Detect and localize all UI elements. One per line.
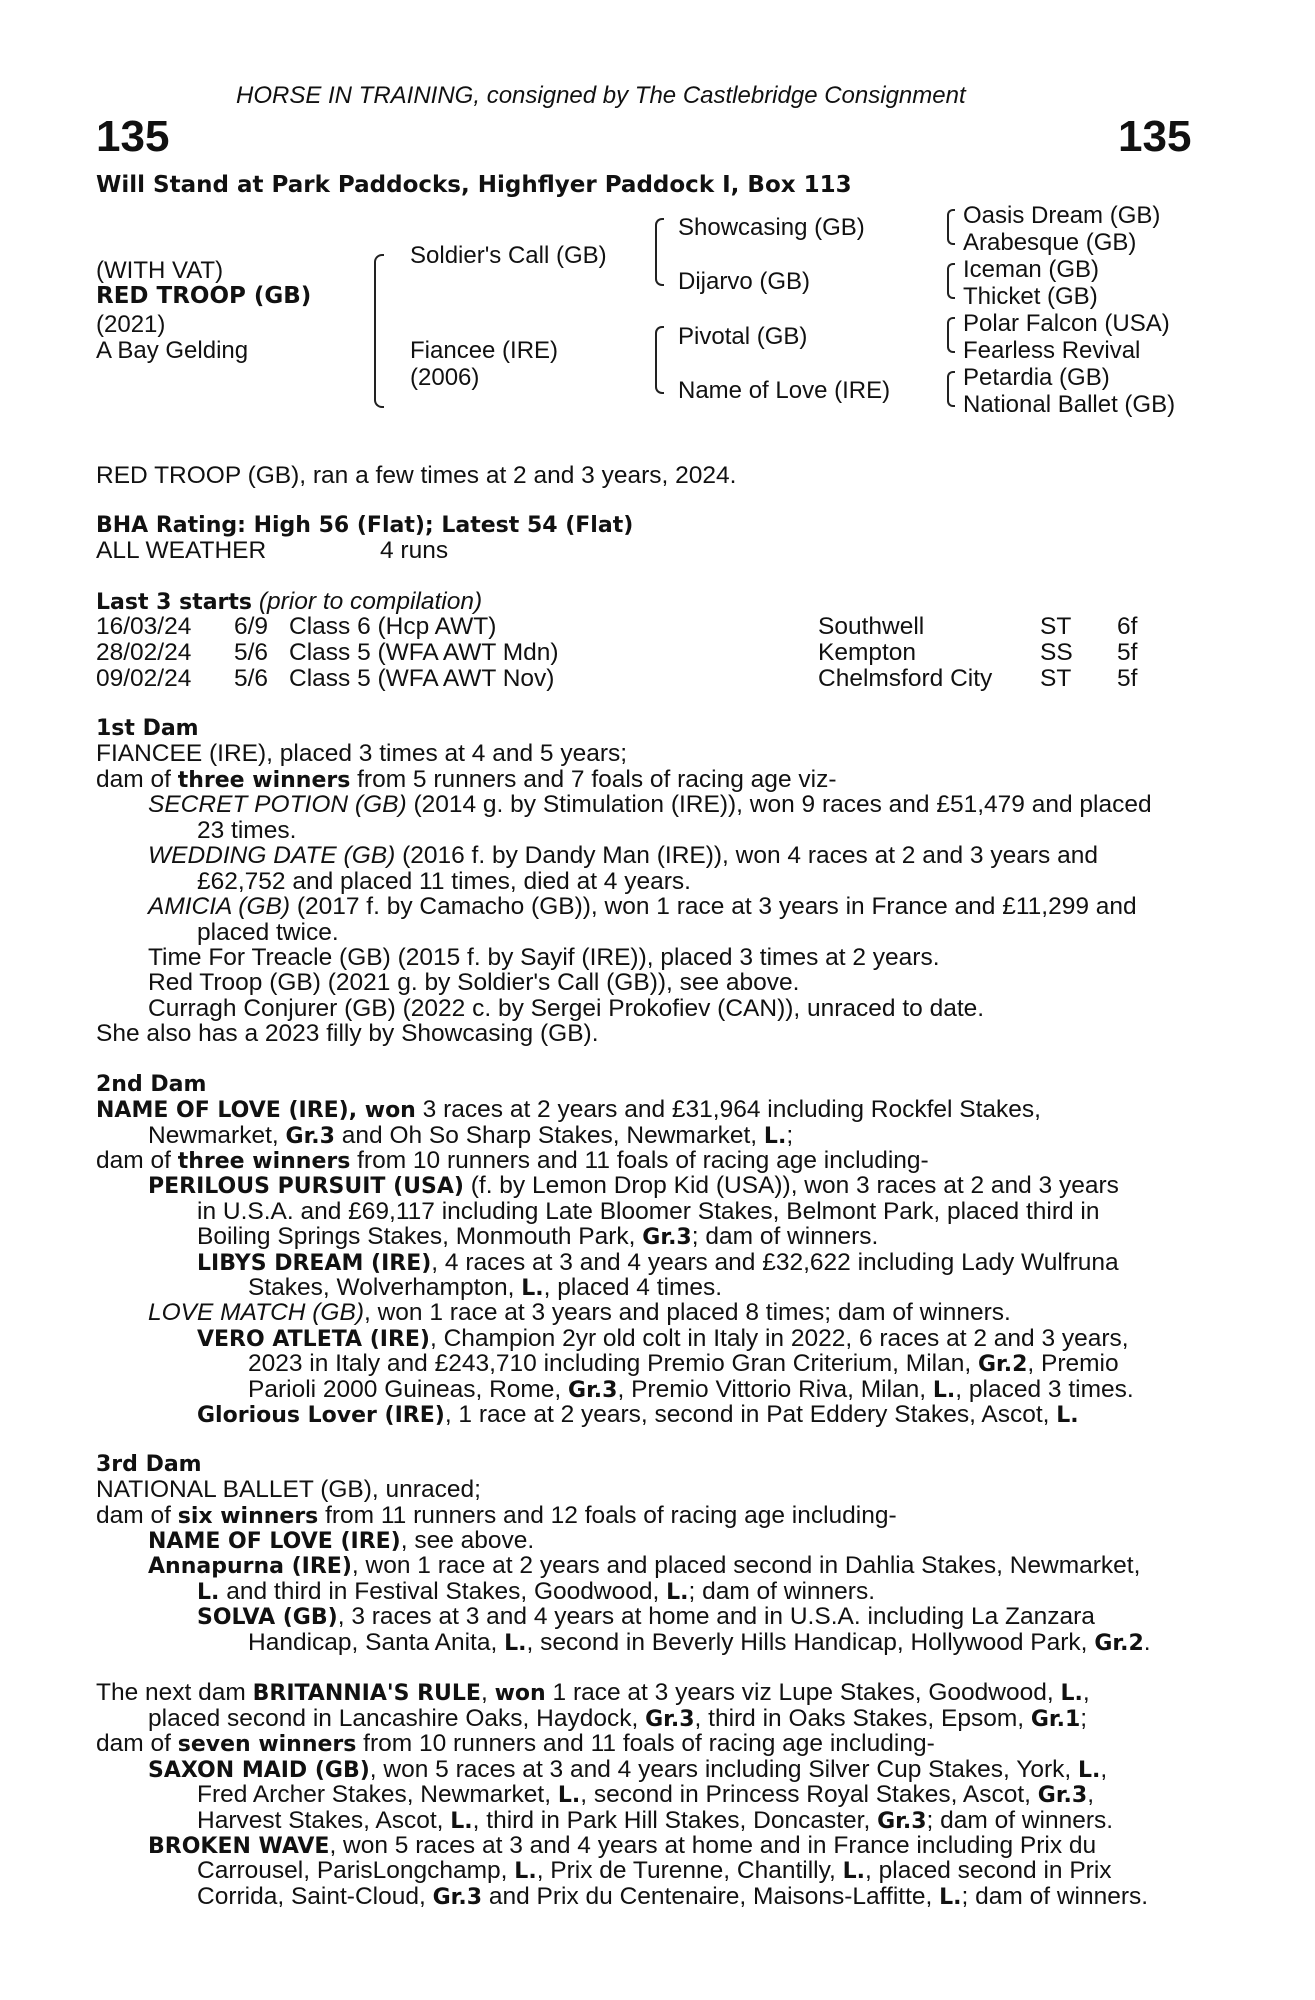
text-fragment: AMICIA (GB) — [148, 893, 291, 920]
produce-entry-cont — [197, 1224, 878, 1251]
text-fragment: , third in Oaks Stakes, Epsom, — [694, 1705, 1031, 1732]
produce-entry-cont: placed twice. — [197, 919, 339, 946]
start-race: Class 6 (Hcp AWT) — [289, 613, 497, 640]
produce-entry-cont — [248, 1377, 1134, 1404]
horse-year: (2021) — [96, 311, 166, 338]
text-fragment: , won 1 race at 2 years and placed second in Dahlia Stakes, Newmarket, — [351, 1552, 1141, 1579]
text-fragment: VERO ATLETA (IRE) — [197, 1327, 430, 1352]
text-fragment: placed second in Lancashire Oaks, Haydock, — [148, 1705, 646, 1732]
start-date: 28/02/24 — [96, 639, 192, 666]
text-fragment: The next dam — [96, 1679, 253, 1706]
text-fragment: six winners — [177, 1504, 319, 1529]
text-fragment: , placed second in Prix — [865, 1857, 1112, 1884]
race-summary: RED TROOP (GB), ran a few times at 2 and 3 years, 2024. — [96, 462, 737, 489]
text-fragment: , — [1087, 1781, 1095, 1808]
start-distance: 5f — [1117, 665, 1138, 692]
start-going: ST — [1040, 665, 1072, 692]
text-fragment: SOLVA (GB) — [197, 1605, 338, 1630]
next-dam-line — [96, 1680, 1203, 1707]
start-course: Chelmsford City — [818, 665, 993, 692]
produce-entry — [148, 1553, 1203, 1580]
text-fragment: L. — [932, 1378, 956, 1403]
text-fragment: 1 race at 3 years viz Lupe Stakes, Goodwood, — [545, 1679, 1061, 1706]
text-fragment: , won 5 races at 3 and 4 years at home and in France including Prix du — [329, 1832, 1097, 1859]
produce-entry-cont — [248, 1630, 1151, 1657]
horse-description: A Bay Gelding — [96, 337, 249, 364]
text-fragment: Corrida, Saint-Cloud, — [197, 1883, 433, 1910]
pedigree-brace — [374, 254, 384, 408]
ancestor-gen4: Fearless Revival — [963, 337, 1141, 364]
text-fragment: BRITANNIA'S RULE — [252, 1681, 481, 1706]
dam-year: (2006) — [410, 364, 480, 391]
produce-entry-cont — [248, 1351, 1203, 1378]
start-race: Class 5 (WFA AWT Mdn) — [289, 639, 559, 666]
start-distance: 6f — [1117, 613, 1138, 640]
text-fragment: LIBYS DREAM (IRE) — [197, 1251, 432, 1276]
produce-entry-cont — [197, 1579, 875, 1606]
text-fragment: from 5 runners and 7 foals of racing age viz- — [350, 766, 837, 793]
text-fragment: ; — [1080, 1705, 1088, 1732]
pedigree-brace — [947, 317, 955, 353]
dam2-produce-summary — [96, 1148, 929, 1175]
text-fragment: L. — [1077, 1758, 1101, 1783]
text-fragment: Gr.2 — [1094, 1631, 1144, 1656]
text-fragment: Gr.3 — [642, 1225, 692, 1250]
ancestor-gen4: National Ballet (GB) — [963, 391, 1176, 418]
text-fragment: Gr.1 — [1030, 1707, 1081, 1732]
produce-entry — [148, 1173, 1203, 1200]
text-fragment: dam of — [96, 1147, 178, 1174]
start-going: ST — [1040, 613, 1072, 640]
next-dam-line-cont — [148, 1706, 1087, 1733]
text-fragment: L. — [514, 1859, 537, 1884]
text-fragment: ; dam of winners. — [688, 1578, 876, 1605]
consignment-header: HORSE IN TRAINING, consigned by The Castlebridge Consignment — [236, 82, 966, 109]
text-fragment: Gr.3 — [645, 1707, 695, 1732]
start-position: 5/6 — [234, 665, 269, 692]
start-date: 16/03/24 — [96, 613, 192, 640]
produce-entry — [148, 792, 1203, 818]
text-fragment: (2017 f. by Camacho (GB)), won 1 race at 3 years in France and £11,299 and — [290, 893, 1137, 920]
dam3-heading: 3rd Dam — [96, 1452, 202, 1477]
text-fragment: dam of — [96, 766, 178, 793]
vat-note: (WITH VAT) — [96, 257, 224, 284]
text-fragment: Annapurna (IRE) — [148, 1554, 352, 1579]
text-fragment: L. — [666, 1580, 689, 1605]
text-fragment: Gr.3 — [568, 1378, 618, 1403]
produce-entry — [197, 1250, 1203, 1277]
text-fragment: L. — [197, 1580, 220, 1605]
produce-entry — [197, 1402, 1079, 1429]
stand-location: Will Stand at Park Paddocks, Highflyer Paddock I, Box 113 — [96, 172, 852, 198]
text-fragment: , see above. — [400, 1527, 535, 1554]
produce-entry — [148, 843, 1203, 869]
text-fragment: L. — [450, 1809, 473, 1834]
granddam-paternal: Dijarvo (GB) — [678, 268, 811, 295]
text-fragment: , placed 3 times. — [955, 1376, 1134, 1403]
ancestor-gen4: Polar Falcon (USA) — [963, 310, 1170, 337]
text-fragment: ; dam of winners. — [961, 1883, 1149, 1910]
text-fragment: from 10 runners and 11 foals of racing age including- — [350, 1147, 929, 1174]
text-fragment: ; dam of winners. — [691, 1223, 879, 1250]
text-fragment: Carrousel, ParisLongchamp, — [197, 1857, 515, 1884]
text-fragment: dam of — [96, 1502, 178, 1529]
text-fragment: NAME OF LOVE (IRE) — [148, 1529, 401, 1554]
text-fragment: , second in Beverly Hills Handicap, Hollywood Park, — [526, 1629, 1095, 1656]
bha-rating: BHA Rating: High 56 (Flat); Latest 54 (Flat) — [96, 513, 634, 538]
text-fragment: 2023 in Italy and £243,710 including Premio Gran Criterium, Milan, — [248, 1350, 978, 1377]
last-starts-heading — [96, 589, 482, 616]
text-fragment: L. — [1056, 1403, 1079, 1428]
grandsire-paternal: Showcasing (GB) — [678, 214, 865, 241]
text-fragment: SAXON MAID (GB) — [148, 1758, 370, 1783]
ancestor-gen4: Oasis Dream (GB) — [963, 202, 1161, 229]
text-fragment: PERILOUS PURSUIT (USA) — [148, 1174, 464, 1199]
text-fragment: , — [1082, 1679, 1090, 1706]
produce-entry — [148, 1300, 1011, 1326]
text-fragment: Harvest Stakes, Ascot, — [197, 1807, 451, 1834]
last-starts-title: Last 3 starts — [96, 590, 253, 615]
start-going: SS — [1040, 639, 1073, 666]
lot-number-right: 135 — [1118, 112, 1192, 161]
produce-entry — [148, 1757, 1203, 1784]
text-fragment: , Premio — [1027, 1350, 1119, 1377]
produce-entry — [148, 1528, 534, 1555]
text-fragment: 3 races at 2 years and £31,964 including Rockfel Stakes, — [415, 1096, 1041, 1123]
start-position: 6/9 — [234, 613, 269, 640]
text-fragment: Newmarket, — [148, 1122, 286, 1149]
text-fragment: Parioli 2000 Guineas, Rome, — [248, 1376, 569, 1403]
dam2-line-cont — [148, 1123, 793, 1150]
text-fragment: Glorious Lover (IRE) — [197, 1403, 445, 1428]
dam1-line: FIANCEE (IRE), placed 3 times at 4 and 5 years; — [96, 740, 628, 767]
text-fragment: three winners — [177, 1149, 351, 1174]
produce-entry-cont — [197, 1782, 1203, 1809]
text-fragment: L. — [504, 1631, 527, 1656]
text-fragment: , won 1 race at 3 years and placed 8 times; dam of winners. — [363, 1299, 1011, 1326]
dam2-line — [96, 1097, 1203, 1124]
text-fragment: WEDDING DATE (GB) — [148, 842, 396, 869]
text-fragment: , 4 races at 3 and 4 years and £32,622 including Lady Wulfruna — [431, 1249, 1119, 1276]
produce-entry-cont: in U.S.A. and £69,117 including Late Bloomer Stakes, Belmont Park, placed third in — [197, 1198, 1100, 1225]
text-fragment: L. — [842, 1859, 866, 1884]
surface-runs: 4 runs — [380, 537, 449, 564]
dam1-produce-summary — [96, 767, 836, 794]
produce-entry-cont — [248, 1275, 722, 1302]
start-distance: 5f — [1117, 639, 1138, 666]
text-fragment: and Prix du Centenaire, Maisons-Laffitte, — [482, 1883, 940, 1910]
text-fragment: , Premio Vittorio Riva, Milan, — [617, 1376, 933, 1403]
text-fragment: Fred Archer Stakes, Newmarket, — [197, 1781, 558, 1808]
produce-entry: Curragh Conjurer (GB) (2022 c. by Sergei Prokofiev (CAN)), unraced to date. — [148, 995, 985, 1022]
dam2-heading: 2nd Dam — [96, 1072, 207, 1097]
pedigree-brace — [947, 371, 955, 407]
ancestor-gen4: Thicket (GB) — [963, 283, 1098, 310]
text-fragment: from 10 runners and 11 foals of racing age including- — [356, 1730, 935, 1757]
dam-name: Fiancee (IRE) — [410, 337, 559, 364]
ancestor-gen4: Arabesque (GB) — [963, 229, 1137, 256]
text-fragment: ; — [786, 1122, 794, 1149]
text-fragment: (2014 g. by Stimulation (IRE)), won 9 races and £51,479 and placed — [406, 791, 1152, 818]
text-fragment: (f. by Lemon Drop Kid (USA)), won 3 races at 2 and 3 years — [463, 1172, 1119, 1199]
text-fragment: , Prix de Turenne, Chantilly, — [536, 1857, 843, 1884]
text-fragment: seven winners — [177, 1732, 357, 1757]
text-fragment: . — [1143, 1629, 1151, 1656]
ancestor-gen4: Petardia (GB) — [963, 364, 1110, 391]
text-fragment: , won 5 races at 3 and 4 years including Silver Cup Stakes, York, — [369, 1756, 1078, 1783]
start-course: Southwell — [818, 613, 925, 640]
text-fragment: L. — [557, 1783, 581, 1808]
text-fragment: (2016 f. by Dandy Man (IRE)), won 4 races at 2 and 3 years and — [395, 842, 1098, 869]
start-date: 09/02/24 — [96, 665, 192, 692]
pedigree-brace — [947, 263, 955, 299]
text-fragment: L. — [521, 1276, 544, 1301]
text-fragment: , — [1100, 1756, 1108, 1783]
produce-entry-cont: 23 times. — [197, 817, 297, 844]
text-fragment: Gr.3 — [432, 1885, 483, 1910]
produce-entry: Time For Treacle (GB) (2015 f. by Sayif (IRE)), placed 3 times at 2 years. — [148, 944, 940, 971]
text-fragment: , — [480, 1679, 495, 1706]
text-fragment: Handicap, Santa Anita, — [248, 1629, 505, 1656]
pedigree-brace — [947, 209, 955, 245]
text-fragment: three winners — [177, 768, 351, 793]
dam1-foal-note: She also has a 2023 filly by Showcasing (GB). — [96, 1020, 599, 1047]
produce-entry-cont — [197, 1808, 1113, 1835]
granddam-maternal: Name of Love (IRE) — [678, 377, 891, 404]
produce-entry — [148, 894, 1203, 920]
text-fragment: Gr.3 — [285, 1124, 335, 1149]
next-dam-produce-summary — [96, 1731, 935, 1758]
horse-name: RED TROOP (GB) — [96, 283, 312, 309]
grandsire-maternal: Pivotal (GB) — [678, 323, 808, 350]
produce-entry-cont — [197, 1884, 1148, 1911]
text-fragment: Boiling Springs Stakes, Monmouth Park, — [197, 1223, 643, 1250]
produce-entry: Red Troop (GB) (2021 g. by Soldier's Call (GB)), see above. — [148, 969, 800, 996]
text-fragment: Stakes, Wolverhampton, — [248, 1274, 522, 1301]
text-fragment: Gr.3 — [877, 1809, 927, 1834]
text-fragment: L. — [1060, 1681, 1083, 1706]
last-starts-note: (prior to compilation) — [258, 588, 483, 615]
dam3-produce-summary — [96, 1503, 897, 1530]
text-fragment: , placed 4 times. — [543, 1274, 723, 1301]
start-race: Class 5 (WFA AWT Nov) — [289, 665, 555, 692]
produce-entry-cont — [197, 1858, 1203, 1885]
produce-entry — [197, 1326, 1203, 1353]
text-fragment: , 1 race at 2 years, second in Pat Eddery Stakes, Ascot, — [444, 1401, 1057, 1428]
pedigree-brace — [655, 218, 664, 286]
text-fragment: L. — [763, 1124, 787, 1149]
produce-entry — [197, 1604, 1203, 1631]
text-fragment: won — [494, 1681, 546, 1706]
sire-name: Soldier's Call (GB) — [410, 242, 607, 269]
text-fragment: LOVE MATCH (GB) — [148, 1299, 364, 1326]
text-fragment: from 11 runners and 12 foals of racing age including- — [318, 1502, 897, 1529]
text-fragment: , 3 races at 3 and 4 years at home and in U.S.A. including La Zanzara — [337, 1603, 1095, 1630]
text-fragment: NAME OF LOVE (IRE), won — [96, 1098, 416, 1123]
text-fragment: Gr.3 — [1037, 1783, 1088, 1808]
text-fragment: , third in Park Hill Stakes, Doncaster, — [472, 1807, 878, 1834]
text-fragment: , second in Princess Royal Stakes, Ascot, — [580, 1781, 1038, 1808]
produce-entry — [148, 1833, 1203, 1860]
text-fragment: ; dam of winners. — [926, 1807, 1114, 1834]
dam3-line: NATIONAL BALLET (GB), unraced; — [96, 1476, 481, 1503]
text-fragment: dam of — [96, 1730, 178, 1757]
text-fragment: Gr.2 — [977, 1352, 1028, 1377]
text-fragment: and Oh So Sharp Stakes, Newmarket, — [334, 1122, 764, 1149]
text-fragment: L. — [939, 1885, 962, 1910]
text-fragment: BROKEN WAVE — [148, 1834, 330, 1859]
surface-label: ALL WEATHER — [96, 537, 267, 564]
pedigree-brace — [655, 326, 664, 394]
text-fragment: and third in Festival Stakes, Goodwood, — [219, 1578, 667, 1605]
produce-entry-cont: £62,752 and placed 11 times, died at 4 years. — [197, 868, 691, 895]
start-position: 5/6 — [234, 639, 269, 666]
text-fragment: , Champion 2yr old colt in Italy in 2022, 6 races at 2 and 3 years, — [429, 1325, 1129, 1352]
ancestor-gen4: Iceman (GB) — [963, 256, 1100, 283]
lot-number-left: 135 — [96, 112, 170, 161]
start-course: Kempton — [818, 639, 917, 666]
text-fragment: SECRET POTION (GB) — [148, 791, 407, 818]
dam1-heading: 1st Dam — [96, 716, 199, 741]
